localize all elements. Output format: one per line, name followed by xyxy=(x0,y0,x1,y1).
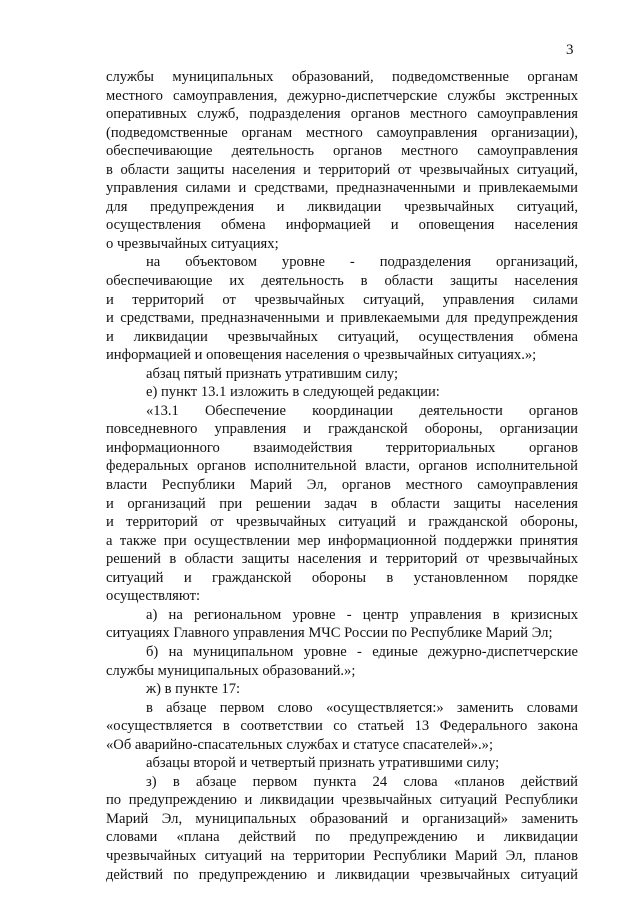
text-line: з) в абзаце первом пункта 24 слова «планов действий xyxy=(146,773,578,790)
text-line: осуществляют: xyxy=(106,588,201,605)
text-line: чрезвычайных ситуаций на территории Республики Марий Эл, планов xyxy=(106,847,578,864)
text-line: абзац пятый признать утратившим силу; xyxy=(146,365,399,382)
text-line: и территорий от чрезвычайных ситуаций и гражданской обороны, xyxy=(106,514,578,531)
text-line: службы муниципальных образований, подведомственные органам xyxy=(106,69,578,85)
text-line: оперативных служб, подразделения органов местного самоуправления xyxy=(106,106,578,123)
text-line: и организаций при решении задач в области защиты населения xyxy=(106,495,578,512)
text-line: в абзаце первом слово «осуществляется:» заменить словами xyxy=(146,699,578,716)
text-line: словами «плана действий по предупреждению и ликвидации xyxy=(106,829,578,846)
text-line: и ликвидации чрезвычайных ситуаций, осуществления обмена xyxy=(106,328,578,345)
text-line: а также при осуществлении мер информационной поддержки принятия xyxy=(106,532,578,549)
text-line: информацией и оповещения населения о чрезвычайных ситуациях.»; xyxy=(106,347,537,364)
text-line: и территорий от чрезвычайных ситуаций, управления силами xyxy=(106,291,578,308)
text-line: федеральных органов исполнительной власти, органов исполнительной xyxy=(106,458,578,475)
body-text xyxy=(106,68,578,884)
text-line: действий по предупреждению и ликвидации чрезвычайных ситуаций xyxy=(106,866,578,883)
text-line: б) на муниципальном уровне - единые дежурно-диспетчерские xyxy=(146,643,578,660)
text-line: е) пункт 13.1 изложить в следующей редакции: xyxy=(146,384,440,401)
text-line: абзацы второй и четвертый признать утратившими силу; xyxy=(146,755,500,772)
text-line: решений в области защиты населения и территорий от чрезвычайных xyxy=(106,551,578,568)
text-line: «осуществляется в соответствии со статьей 13 Федерального закона xyxy=(106,718,578,735)
page-number: 3 xyxy=(566,42,574,58)
text-line: о чрезвычайных ситуациях; xyxy=(106,235,279,252)
text-line: повседневного управления и гражданской обороны, организации xyxy=(106,421,578,438)
text-line: осуществления обмена информацией и оповещения населения xyxy=(106,217,578,234)
text-line: управления силами и средствами, предназначенными и привлекаемыми xyxy=(106,180,578,197)
text-line: «13.1 Обеспечение координации деятельности органов xyxy=(146,402,578,419)
text-line: информационного взаимодействия территориальных органов xyxy=(106,439,578,456)
text-line: местного самоуправления, дежурно-диспетчерские службы экстренных xyxy=(106,87,578,104)
text-line: ситуациях Главного управления МЧС России по Республике Марий Эл; xyxy=(106,625,553,642)
text-line: и средствами, предназначенными и привлекаемыми для предупреждения xyxy=(106,310,578,327)
text-line: Марий Эл, муниципальных образований и организаций» заменить xyxy=(106,810,578,827)
text-line: службы муниципальных образований.»; xyxy=(106,662,356,679)
text-line: (подведомственные органам местного самоуправления организации), xyxy=(106,124,578,141)
text-line: в области защиты населения и территорий от чрезвычайных ситуаций, xyxy=(106,161,578,178)
text-line: по предупреждению и ликвидации чрезвычайных ситуаций Республики xyxy=(106,792,578,809)
text-line: обеспечивающие их деятельность в области защиты населения xyxy=(106,273,578,290)
text-line: ж) в пункте 17: xyxy=(146,681,241,698)
text-line: на объектовом уровне - подразделения организаций, xyxy=(146,254,578,271)
text-line: «Об аварийно-спасательных службах и статусе спасателей».»; xyxy=(106,736,494,753)
text-line: для предупреждения и ликвидации чрезвычайных ситуаций, xyxy=(106,198,578,215)
text-line: ситуаций и гражданской обороны в установленном порядке xyxy=(106,569,578,586)
text-line: власти Республики Марий Эл, органов местного самоуправления xyxy=(106,477,578,494)
text-line: а) на региональном уровне - центр управления в кризисных xyxy=(146,606,578,623)
text-line: обеспечивающие деятельность органов местного самоуправления xyxy=(106,143,578,160)
